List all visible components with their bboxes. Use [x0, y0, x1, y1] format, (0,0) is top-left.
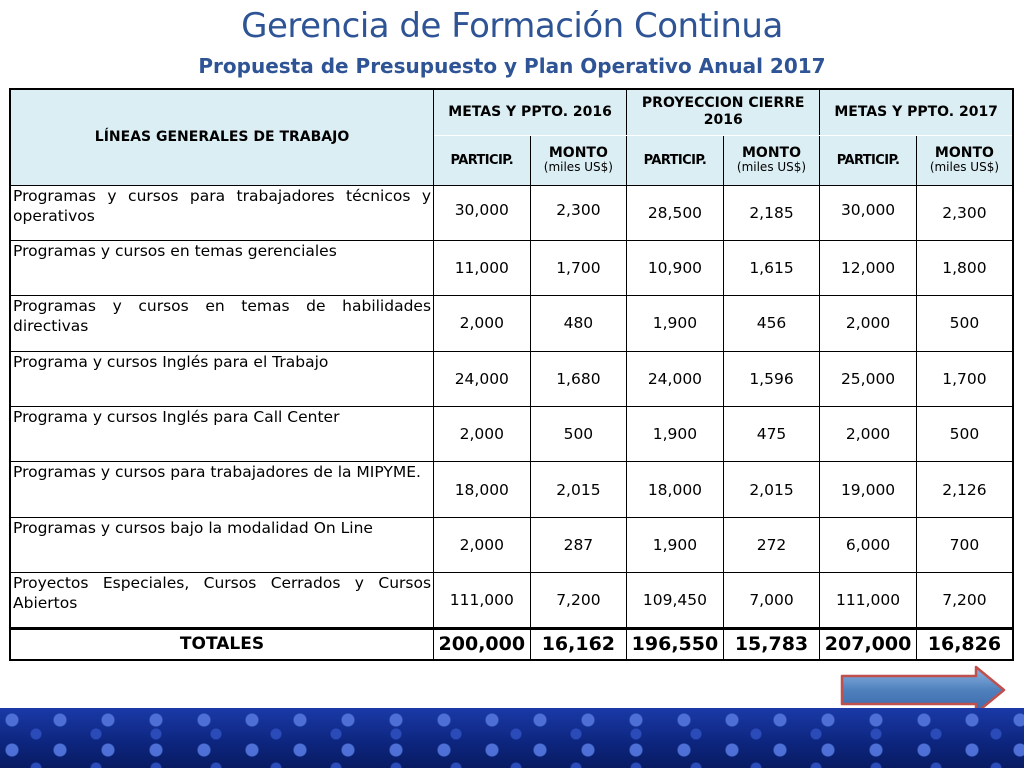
cell-partic-2017: 12,000 — [820, 240, 917, 295]
cell-partic-2016: 11,000 — [434, 240, 531, 295]
cell-monto-2016: 2,300 — [530, 185, 627, 240]
total-monto-2016: 16,162 — [530, 628, 627, 660]
cell-monto-2017: 500 — [916, 407, 1013, 462]
cell-partic-cierre: 1,900 — [627, 517, 724, 572]
slide-title: Gerencia de Formación Continua — [241, 6, 783, 46]
partic-header: PARTICIP. — [627, 135, 724, 185]
monto-header: MONTO (miles US$) — [723, 135, 820, 185]
totals-label: TOTALES — [10, 628, 434, 660]
cell-monto-2016: 1,680 — [530, 351, 627, 406]
cell-partic-cierre: 10,900 — [627, 240, 724, 295]
cell-monto-2016: 1,700 — [530, 240, 627, 295]
group-header-metas-2017: METAS Y PPTO. 2017 — [820, 89, 1013, 135]
cell-partic-cierre: 28,500 — [627, 185, 724, 240]
cell-partic-cierre: 18,000 — [627, 462, 724, 517]
cell-monto-cierre: 7,000 — [723, 573, 820, 628]
cell-partic-2016: 18,000 — [434, 462, 531, 517]
slide-subtitle: Propuesta de Presupuesto y Plan Operativo Anual 2017 — [198, 54, 826, 78]
cell-partic-2017: 6,000 — [820, 517, 917, 572]
total-partic-2017: 207,000 — [820, 628, 917, 660]
table-row — [10, 517, 1013, 572]
totals-row — [10, 628, 1013, 660]
group-header-metas-2016: METAS Y PPTO. 2016 — [434, 89, 627, 135]
cell-partic-2017: 111,000 — [820, 573, 917, 628]
table-row — [10, 407, 1013, 462]
total-monto-cierre: 15,783 — [723, 628, 820, 660]
budget-table — [9, 88, 1014, 661]
cell-monto-cierre: 1,615 — [723, 240, 820, 295]
cell-partic-2017: 2,000 — [820, 296, 917, 351]
monto-header: MONTO (miles US$) — [530, 135, 627, 185]
table-row — [10, 296, 1013, 351]
cell-partic-cierre: 24,000 — [627, 351, 724, 406]
cell-partic-2017: 30,000 — [820, 185, 917, 240]
table-row — [10, 240, 1013, 295]
partic-header: PARTICIP. — [434, 135, 531, 185]
row-label: Programas y cursos en temas de habilidades directivas — [10, 296, 434, 351]
cell-monto-2017: 2,300 — [916, 185, 1013, 240]
row-label: Programas y cursos para trabajadores de la MIPYME. — [10, 462, 434, 517]
cell-partic-cierre: 1,900 — [627, 296, 724, 351]
row-label: Programas y cursos en temas gerenciales — [10, 240, 434, 295]
cell-monto-2016: 500 — [530, 407, 627, 462]
cell-partic-2016: 2,000 — [434, 517, 531, 572]
cell-partic-2017: 25,000 — [820, 351, 917, 406]
row-label: Programas y cursos bajo la modalidad On Line — [10, 517, 434, 572]
row-label: Programa y cursos Inglés para Call Center — [10, 407, 434, 462]
cell-monto-2016: 7,200 — [530, 573, 627, 628]
cell-monto-2016: 480 — [530, 296, 627, 351]
cell-monto-cierre: 2,185 — [723, 185, 820, 240]
cell-partic-cierre: 109,450 — [627, 573, 724, 628]
cell-monto-2016: 2,015 — [530, 462, 627, 517]
cell-partic-cierre: 1,900 — [627, 407, 724, 462]
cell-monto-2016: 287 — [530, 517, 627, 572]
cell-monto-2017: 1,700 — [916, 351, 1013, 406]
cell-monto-2017: 7,200 — [916, 573, 1013, 628]
cell-monto-cierre: 456 — [723, 296, 820, 351]
cell-monto-cierre: 2,015 — [723, 462, 820, 517]
total-partic-cierre: 196,550 — [627, 628, 724, 660]
cell-monto-2017: 2,126 — [916, 462, 1013, 517]
table-row — [10, 573, 1013, 628]
cell-partic-2016: 2,000 — [434, 296, 531, 351]
lines-header: LÍNEAS GENERALES DE TRABAJO — [10, 89, 434, 185]
cell-partic-2017: 19,000 — [820, 462, 917, 517]
table-row — [10, 185, 1013, 240]
table-row — [10, 462, 1013, 517]
group-header-proyeccion-2016: PROYECCION CIERRE 2016 — [627, 89, 820, 135]
row-label: Programas y cursos para trabajadores técnicos y operativos — [10, 185, 434, 240]
decorative-gear-band — [0, 708, 1024, 768]
partic-header: PARTICIP. — [820, 135, 917, 185]
cell-partic-2016: 30,000 — [434, 185, 531, 240]
total-monto-2017: 16,826 — [916, 628, 1013, 660]
cell-monto-2017: 500 — [916, 296, 1013, 351]
cell-monto-cierre: 475 — [723, 407, 820, 462]
monto-header: MONTO (miles US$) — [916, 135, 1013, 185]
cell-partic-2017: 2,000 — [820, 407, 917, 462]
cell-monto-2017: 1,800 — [916, 240, 1013, 295]
cell-partic-2016: 2,000 — [434, 407, 531, 462]
cell-monto-cierre: 1,596 — [723, 351, 820, 406]
row-label: Proyectos Especiales, Cursos Cerrados y Cursos Abiertos — [10, 573, 434, 628]
total-partic-2016: 200,000 — [434, 628, 531, 660]
table-header-row — [10, 89, 1013, 135]
row-label: Programa y cursos Inglés para el Trabajo — [10, 351, 434, 406]
cell-monto-cierre: 272 — [723, 517, 820, 572]
table-row — [10, 351, 1013, 406]
cell-partic-2016: 24,000 — [434, 351, 531, 406]
cell-monto-2017: 700 — [916, 517, 1013, 572]
cell-partic-2016: 111,000 — [434, 573, 531, 628]
